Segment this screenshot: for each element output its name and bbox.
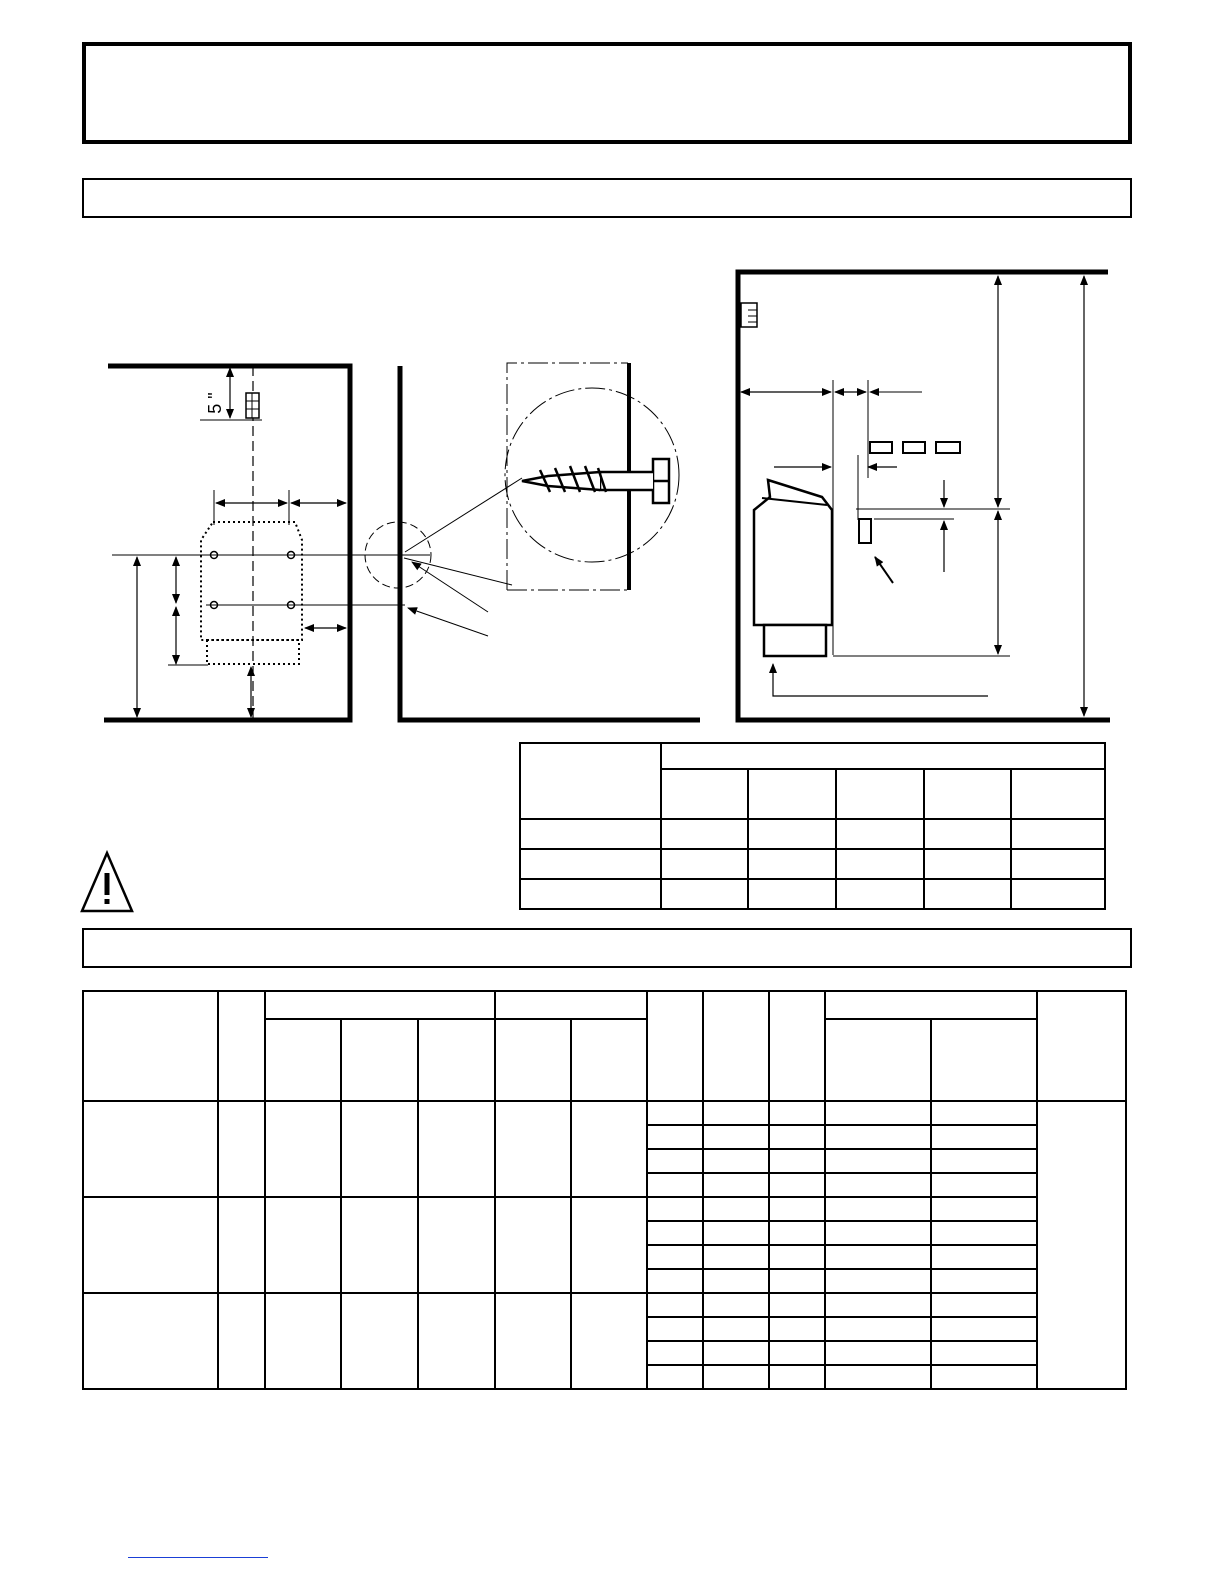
warning-triangle-icon <box>82 853 132 911</box>
table-header-cell <box>661 743 1105 769</box>
table-header-cell <box>836 769 924 819</box>
clearance-table <box>519 742 1106 910</box>
table-row <box>520 849 1105 879</box>
table-header-cell <box>1037 991 1126 1101</box>
table-header-cell <box>265 991 496 1019</box>
side-view-panel <box>365 363 700 720</box>
heater-icon <box>754 480 832 656</box>
elevation-panel <box>738 272 1110 720</box>
table-row <box>83 1293 1126 1317</box>
front-view-panel <box>104 366 430 720</box>
table-header-cell <box>924 769 1012 819</box>
table-header-cell <box>495 991 647 1019</box>
table-header-cell <box>769 991 825 1101</box>
table-header-cell <box>748 769 836 819</box>
table-header-cell <box>218 991 265 1101</box>
table-header-cell <box>83 991 218 1101</box>
table-row <box>83 1101 1126 1125</box>
table-row <box>83 1197 1126 1221</box>
specifications-table <box>82 990 1127 1390</box>
screw-icon <box>522 459 669 503</box>
table-row <box>520 819 1105 849</box>
section-header-bar <box>82 928 1132 968</box>
table-header-cell <box>1011 769 1105 819</box>
table-header-cell <box>661 769 749 819</box>
top-clearance-label: 5 " <box>205 392 225 414</box>
table-header-cell <box>825 991 1038 1019</box>
table-row <box>520 879 1105 909</box>
table-header-cell <box>703 991 769 1101</box>
table-header-cell <box>647 991 703 1101</box>
table-header-cell <box>520 743 661 819</box>
control-panel-icon <box>741 303 757 327</box>
sensor-icon <box>246 393 259 418</box>
footer-link[interactable] <box>128 1557 268 1558</box>
